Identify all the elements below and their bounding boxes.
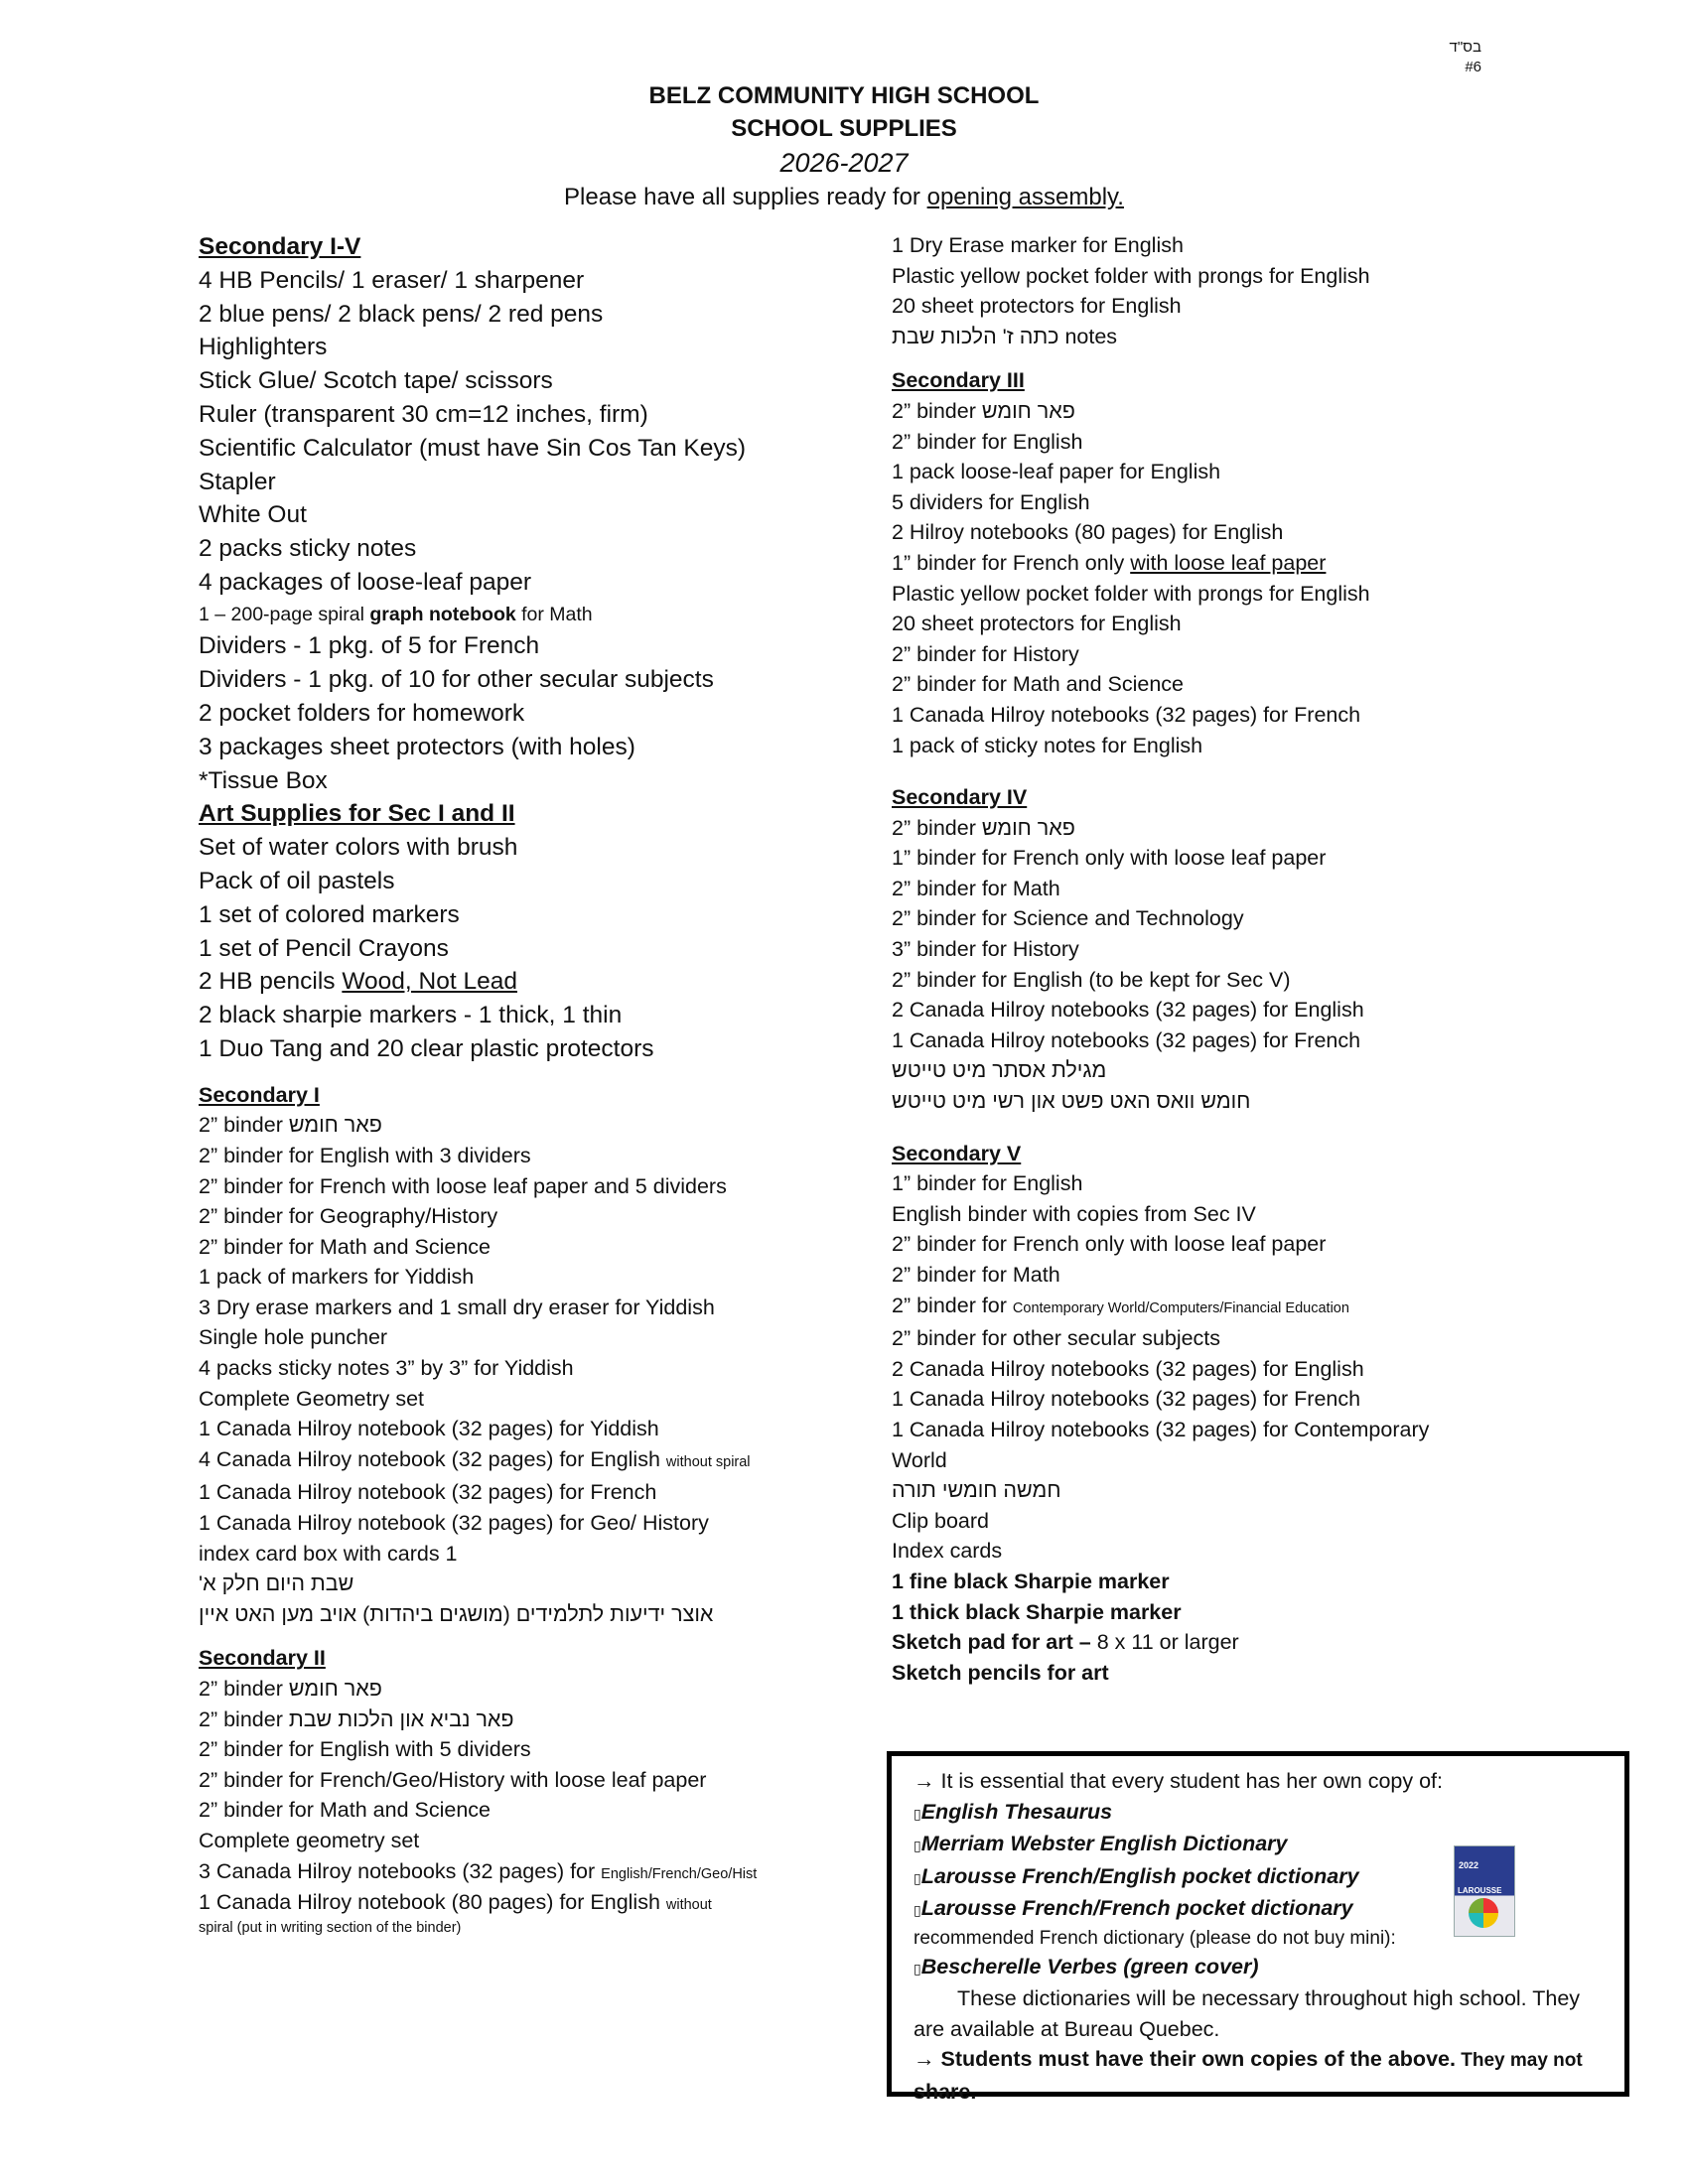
opening-assembly-text: opening assembly. <box>926 184 1124 210</box>
list-item: 2” binder פאר חומש <box>892 398 1075 423</box>
list-item: 4 packages of loose-leaf paper <box>199 568 532 596</box>
list-item: 2 black sharpie markers - 1 thick, 1 thin <box>199 1002 623 1029</box>
corner-marks <box>1450 38 1481 77</box>
list-item: 1 Canada Hilroy notebooks (32 pages) for French <box>892 1027 1361 1052</box>
section-heading-sec-iii: Secondary III <box>892 368 1025 393</box>
list-item: 3 Canada Hilroy notebooks (32 pages) for English/French/Geo/Hist <box>199 1858 758 1883</box>
list-item: 1 Canada Hilroy notebooks (32 pages) for French <box>892 1387 1361 1412</box>
box-intro: → It is essential that every student has her own copy of: <box>914 1769 1443 1793</box>
list-item: 2” binder for Math and Science <box>199 1798 491 1823</box>
list-item: 4 HB Pencils/ 1 eraser/ 1 sharpener <box>199 266 585 294</box>
list-item: Set of water colors with brush <box>199 834 518 862</box>
school-name: BELZ COMMUNITY HIGH SCHOOL <box>648 82 1040 109</box>
list-item-hebrew: מגילת אסתר מיט טייטש <box>892 1058 1107 1083</box>
list-item: Complete geometry set <box>199 1828 420 1852</box>
left-column <box>199 230 834 1938</box>
dictionary-notice-box <box>887 1751 1629 2104</box>
list-item: 2” binder for Math and Science <box>892 672 1184 697</box>
bullet-icon: ▯ <box>914 1869 921 1886</box>
list-item: Ruler (transparent 30 cm=12 inches, firm) <box>199 400 648 428</box>
list-item: 2” binder for French/Geo/History with loose leaf paper <box>199 1767 707 1792</box>
list-item-hebrew: חמשה חומשי תורה <box>892 1478 1061 1503</box>
list-item: 1 Duo Tang and 20 clear plastic protectors <box>199 1034 654 1062</box>
page-number: #6 <box>1465 59 1481 75</box>
list-item: 2” binder for Math <box>892 1263 1060 1287</box>
list-item: 2” binder for Geography/History <box>199 1204 498 1229</box>
list-item-hebrew: אוצר ידיעות לתלמידים (מושגים ביהדות) אויב מען האט איין <box>199 1601 714 1626</box>
school-year: 2026-2027 <box>779 148 909 178</box>
list-item: 20 sheet protectors for English <box>892 294 1182 319</box>
list-item: Pack of oil pastels <box>199 867 395 894</box>
list-item: 1 Canada Hilroy notebooks (32 pages) for Contemporary <box>892 1417 1430 1441</box>
section-heading-sec-v: Secondary V <box>892 1141 1022 1165</box>
list-item: 1 fine black Sharpie marker <box>892 1569 1170 1593</box>
list-item: 2” binder for Math <box>892 876 1060 900</box>
list-item: 1 set of Pencil Crayons <box>199 934 449 962</box>
list-item: 2 Canada Hilroy notebooks (32 pages) for English <box>892 998 1364 1023</box>
list-item: index card box with cards 1 <box>199 1541 458 1566</box>
larousse-dictionary-image: 2022 LAROUSSE <box>1454 1845 1515 1937</box>
bullet-icon: ▯ <box>914 1960 921 1977</box>
list-item: English binder with copies from Sec IV <box>892 1201 1256 1226</box>
list-item: 1 pack of markers for Yiddish <box>199 1265 475 1290</box>
list-item: 3 Dry erase markers and 1 small dry eraser for Yiddish <box>199 1295 715 1319</box>
list-item: 2” binder פאר חומש <box>892 815 1075 840</box>
list-item: Index cards <box>892 1539 1003 1564</box>
list-item-english-notebook: 4 Canada Hilroy notebook (32 pages) for English without spiral <box>199 1446 751 1471</box>
list-item: 1 Canada Hilroy notebooks (32 pages) for French <box>892 702 1361 727</box>
list-item-hebrew: חומש וואס האט פשט און רשי מיט טייטש <box>892 1089 1251 1114</box>
list-item: Dividers - 1 pkg. of 10 for other secular subjects <box>199 666 714 694</box>
list-item: 1” binder for French only with loose leaf paper <box>892 550 1327 575</box>
arrow-right-icon: → <box>914 1769 935 1793</box>
list-item: 2” binder for English (to be kept for Sec V) <box>892 967 1291 992</box>
list-item: 2” binder for French only with loose leaf paper <box>892 1232 1327 1257</box>
list-item-graph-notebook: 1 – 200-page spiral graph notebook for Math <box>199 603 593 625</box>
list-item: 2 Hilroy notebooks (80 pages) for English <box>892 520 1284 545</box>
list-item: 1 Canada Hilroy notebook (32 pages) for French <box>199 1480 657 1505</box>
list-item: Clip board <box>892 1508 989 1533</box>
list-item: 2” binder for Science and Technology <box>892 906 1244 931</box>
list-item: 2” binder for Contemporary World/Computers/Financial Education <box>892 1293 1349 1317</box>
box-paragraph: These dictionaries will be necessary throughout high school. They are available at Bureau Quebec. <box>914 1986 1581 2041</box>
list-item: 2 Canada Hilroy notebooks (32 pages) for English <box>892 1356 1364 1381</box>
list-item: 1 pack loose-leaf paper for English <box>892 460 1221 484</box>
list-item: Single hole puncher <box>199 1325 388 1350</box>
list-item: 2” binder פאר חומש <box>199 1113 382 1138</box>
list-item: Dividers - 1 pkg. of 5 for French <box>199 632 540 660</box>
list-item: 2” binder פאר נביא און הלכות שבת <box>199 1706 514 1731</box>
section-heading-sec-i: Secondary I <box>199 1082 320 1107</box>
header-note: Please have all supplies ready for opening assembly. <box>564 184 1124 210</box>
list-item: 2 packs sticky notes <box>199 535 417 563</box>
box-warning: → Students must have their own copies of the above. They may not <box>914 2047 1583 2071</box>
page-title: SCHOOL SUPPLIES <box>731 115 957 142</box>
section-heading-art: Art Supplies for Sec I and II <box>199 800 515 828</box>
dictionary-cover-graphic <box>1469 1898 1498 1928</box>
recommended-note: recommended French dictionary (please do not buy mini): <box>914 1927 1396 1949</box>
list-item: 20 sheet protectors for English <box>892 612 1182 636</box>
list-item: 2” binder for French with loose leaf paper and 5 dividers <box>199 1173 727 1198</box>
list-item-continuation: spiral (put in writing section of the binder) <box>199 1920 462 1937</box>
list-item: 5 dividers for English <box>892 489 1090 514</box>
dictionary-item: ▯Larousse French/French pocket dictionary <box>914 1896 1353 1920</box>
list-item: 1” binder for English <box>892 1171 1083 1196</box>
list-item: 2 blue pens/ 2 black pens/ 2 red pens <box>199 300 604 328</box>
section-heading-sec-iv: Secondary IV <box>892 785 1028 810</box>
list-item: 1 pack of sticky notes for English <box>892 733 1203 757</box>
corner-hebrew: בס"ד <box>1449 39 1481 56</box>
list-item: 1 Canada Hilroy notebook (32 pages) for Geo/ History <box>199 1511 709 1536</box>
list-item: 2” binder for English with 3 dividers <box>199 1143 531 1167</box>
list-item: Stick Glue/ Scotch tape/ scissors <box>199 367 553 395</box>
list-item: 1 thick black Sharpie marker <box>892 1599 1182 1624</box>
list-item: Highlighters <box>199 334 328 361</box>
right-column <box>892 230 1646 1688</box>
list-item-hebrew: שבת היום חלק א' <box>199 1571 354 1596</box>
list-item: 3” binder for History <box>892 937 1079 962</box>
dictionary-item: ▯English Thesaurus <box>914 1799 1113 1824</box>
list-item: 3 packages sheet protectors (with holes) <box>199 733 635 760</box>
list-item: 2” binder for English with 5 dividers <box>199 1737 531 1762</box>
list-item: Sketch pencils for art <box>892 1660 1109 1685</box>
bullet-icon: ▯ <box>914 1805 921 1822</box>
list-item: 1 Canada Hilroy notebook (32 pages) for Yiddish <box>199 1417 659 1441</box>
list-item: 2” binder for other secular subjects <box>892 1326 1221 1351</box>
list-item-hebrew-notes: כתה ז' הלכות שבת notes <box>892 324 1118 348</box>
bullet-icon: ▯ <box>914 1902 921 1918</box>
list-item: Stapler <box>199 468 276 495</box>
header <box>0 79 1688 213</box>
list-item: 1” binder for French only with loose leaf paper <box>892 846 1327 871</box>
list-item: Plastic yellow pocket folder with prongs for English <box>892 263 1370 288</box>
dictionary-item: ▯Larousse French/English pocket dictionary <box>914 1863 1359 1888</box>
list-item: 2” binder for English <box>892 429 1083 454</box>
list-item-continuation: World <box>892 1447 947 1472</box>
list-item: Plastic yellow pocket folder with prongs for English <box>892 581 1370 606</box>
list-item: 1 set of colored markers <box>199 900 460 928</box>
list-item: 4 packs sticky notes 3” by 3” for Yiddish <box>199 1356 574 1381</box>
list-item: 1 Dry Erase marker for English <box>892 233 1184 257</box>
section-heading-sec-i-v: Secondary I-V <box>199 233 361 260</box>
dictionary-item: ▯Merriam Webster English Dictionary <box>914 1832 1288 1855</box>
arrow-right-icon: → <box>914 2047 935 2071</box>
list-item: *Tissue Box <box>199 766 328 794</box>
box-warning-end: share. <box>914 2079 977 2104</box>
list-item: Scientific Calculator (must have Sin Cos Tan Keys) <box>199 434 747 462</box>
list-item: 2” binder for History <box>892 641 1079 666</box>
list-item: 2” binder פאר חומש <box>199 1677 382 1701</box>
dictionary-item: ▯Bescherelle Verbes (green cover) <box>914 1954 1259 1979</box>
list-item: 1 Canada Hilroy notebook (80 pages) for English without <box>199 1890 712 1915</box>
list-item: 2” binder for Math and Science <box>199 1234 491 1259</box>
bullet-icon: ▯ <box>914 1838 921 1853</box>
list-item: White Out <box>199 501 307 529</box>
section-heading-sec-ii: Secondary II <box>199 1646 326 1671</box>
list-item: Sketch pad for art – 8 x 11 or larger <box>892 1630 1239 1655</box>
list-item: 2 pocket folders for homework <box>199 699 525 727</box>
list-item-hb-pencils: 2 HB pencils Wood, Not Lead <box>199 968 517 996</box>
list-item: Complete Geometry set <box>199 1386 425 1411</box>
